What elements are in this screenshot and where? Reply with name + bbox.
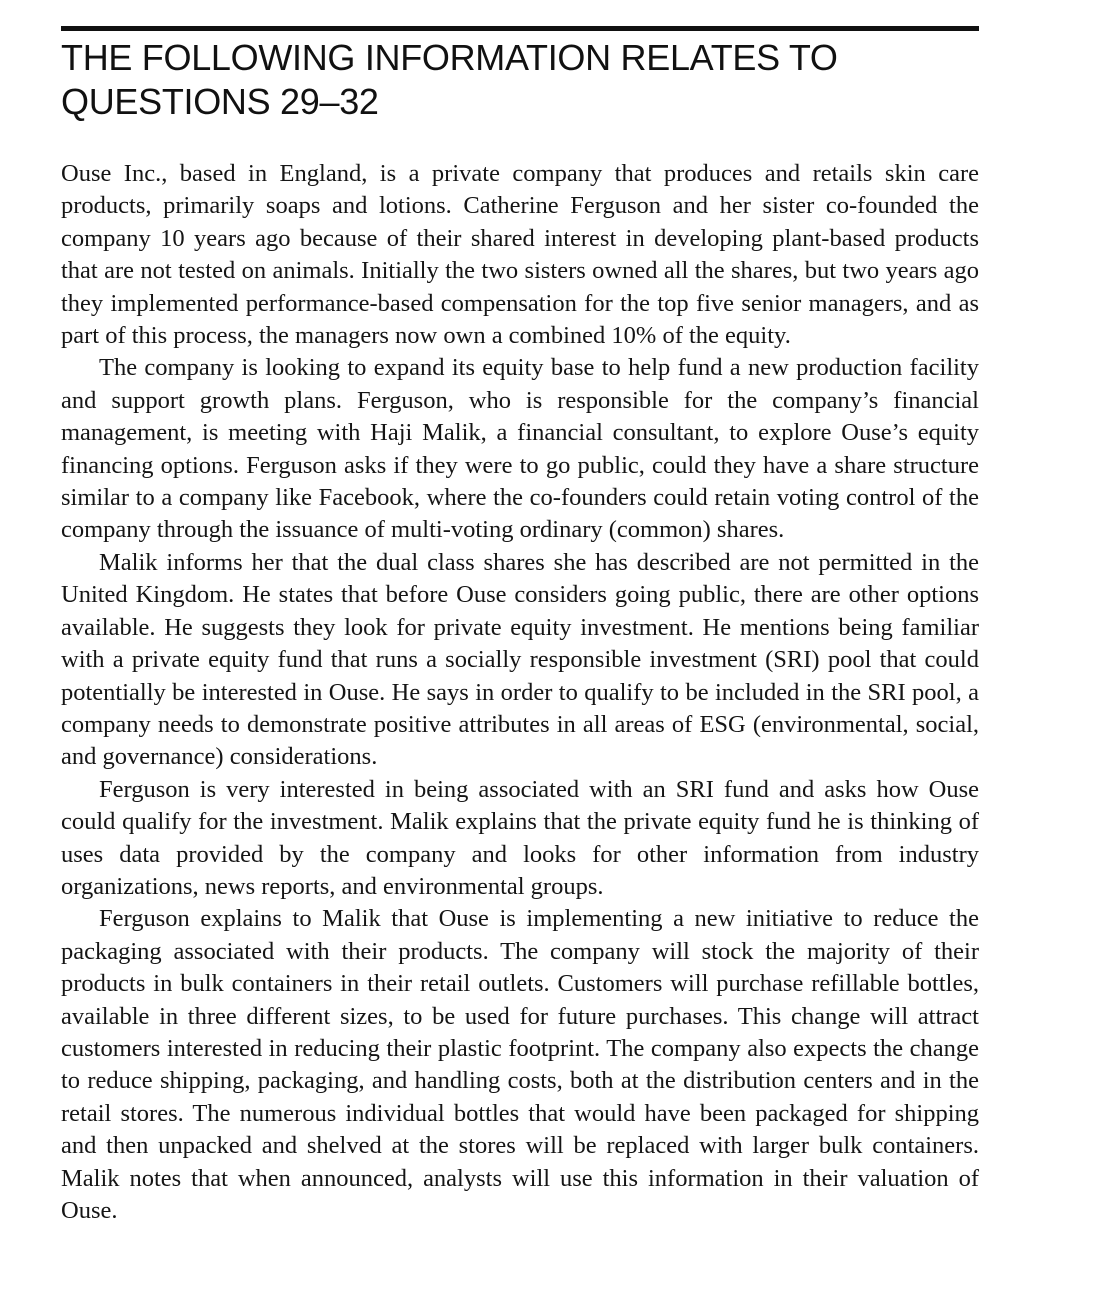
paragraph-4: Ferguson is very interested in being associated with an SRI fund and asks how Ouse could qualify for the investment. Malik explains that the private equity fund he is thinking of uses data provided by the company and looks for other information from industry organizations, news reports, and environmental groups. <box>61 775 979 900</box>
paragraph-2: The company is looking to expand its equity base to help fund a new production facility and support growth plans. Ferguson, who is responsible for the company’s financial management, is meeting with Haji Malik, a financial consultant, to explore Ouse’s equity financing options. Ferguson asks if they were to go public, could they have a share structure similar to a company like Facebook, where the co-founders could retain voting control of the company through the issuance of multi-voting ordinary (common) shares. <box>61 354 979 544</box>
paragraph-3: Malik informs her that the dual class shares she has described are not permitted in the United Kingdom. He states that before Ouse considers going public, there are other options available. He suggests they look for private equity investment. He mentions being familiar with a private equity fund that runs a socially responsible investment (SRI) pool that could potentially be interested in Ouse. He says in order to qualify to be included in the SRI pool, a company needs to demonstrate positive attributes in all areas of ESG (environmental, social, and governance) considerations. <box>61 548 979 771</box>
section-heading-line-2: QUESTIONS 29–32 <box>61 81 379 122</box>
top-rule-divider <box>61 26 979 31</box>
paragraph-1: Ouse Inc., based in England, is a private company that produces and retails skin care products, primarily soaps and lotions. Catherine Ferguson and her sister co-founded the company 10 years ago because of their shared interest in developing plant-based products that are not tested on animals. Initially the two sisters owned all the shares, but two years ago they implemented performance-based compensation for the top five senior managers, and as part of this process, the managers now own a combined 10% of the equity. <box>61 160 979 350</box>
paragraph-5: Ferguson explains to Malik that Ouse is implementing a new initiative to reduce the packaging associated with their products. The company will stock the majority of their products in bulk containers in their retail outlets. Customers will purchase refillable bottles, available in three different sizes, to be used for future purchases. This change will attract customers interested in reducing their plastic footprint. The company also expects the change to reduce shipping, packaging, and handling costs, both at the distribution centers and in the retail stores. The numerous individual bottles that would have been packaged for shipping and then unpacked and shelved at the stores will be replaced with larger bulk containers. Malik notes that when announced, analysts will use this information in their valuation of Ouse. <box>61 905 979 1224</box>
section-heading-line-1: THE FOLLOWING INFORMATION RELATES TO <box>61 37 838 78</box>
section-heading <box>61 36 979 124</box>
body-text <box>61 158 979 1227</box>
